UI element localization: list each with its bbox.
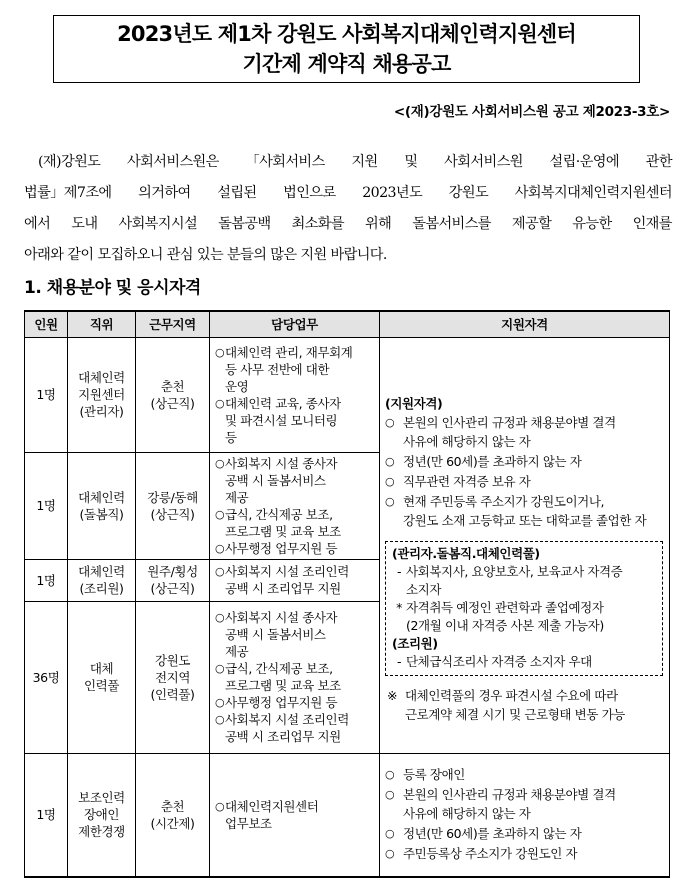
duty-text: 대체인력 관리, 재무회계 등 사무 전반에 대한 운영 [225, 344, 353, 394]
section-title: 1. 채용분야 및 응시자격 [24, 278, 201, 298]
bullet-mark: ○ [385, 416, 395, 429]
bullet-mark: ○ [215, 799, 225, 813]
item-mark: * [396, 600, 402, 615]
notice-number: <(재)강원도 사회서비스원 공고 제2023-3호> [393, 104, 670, 120]
qual-note [385, 686, 663, 724]
qual-item [385, 785, 663, 823]
intro-word: 최소화를 [291, 216, 344, 232]
note-text: 대체인력풀의 경우 파견시설 수요에 따라 근로계약 체결 시기 및 근로형태 변동 가능 [405, 688, 625, 722]
intro-word: 강원도 [448, 185, 489, 201]
duty-text: 사회복지 시설 종사자 공백 시 돌봄서비스 제공 [225, 455, 338, 505]
intro-word: 법률」제7조에 [24, 185, 112, 201]
header-position: 직위 [68, 311, 136, 337]
cell-count: 36명 [25, 601, 68, 753]
cell-duties [210, 753, 380, 877]
duty-item [215, 563, 377, 597]
bullet-mark: ○ [385, 768, 395, 782]
intro-word: 설립·운영에 [549, 154, 619, 170]
intro-word: 도내 [71, 216, 98, 232]
intro-word: 사회서비스원 [444, 154, 523, 170]
bullet-mark: ○ [215, 611, 225, 624]
duty-text: 급식, 간식제공 보조, 프로그램 및 교육 보조 [225, 506, 341, 539]
intro-word: 「사회서비스 [245, 154, 325, 170]
cell-count: 1명 [25, 753, 68, 877]
duty-text: 대체인력 교육, 종사자 및 파견시설 모니터링 등 [225, 395, 341, 445]
cell-count: 1명 [25, 337, 68, 452]
qual-text: 직무관련 자격증 보유 자 [403, 474, 531, 489]
intro-word: 돌봄공백 [218, 216, 271, 232]
qual-box-heading: (관리자.돌봄직.대체인력풀) [392, 546, 540, 561]
bullet-mark: ○ [215, 456, 225, 470]
item-mark: - [396, 654, 402, 669]
cell-duties [210, 559, 380, 601]
intro-word: 지원 [351, 154, 378, 170]
title-line-2: 기간제 계약직 채용공고 [242, 52, 451, 76]
qual-box-item [392, 653, 656, 671]
intro-word: 인재를 [632, 216, 672, 232]
qual-item [385, 844, 663, 863]
title-line-1: 2023년도 제1차 강원도 사회복지대체인력지원센터 [117, 22, 576, 46]
cell-region: 원주/횡성 (상근직) [136, 559, 210, 601]
intro-word: 돌봄서비스를 [412, 216, 491, 232]
duty-item [215, 660, 377, 694]
intro-paragraph [24, 147, 672, 271]
table-row [25, 753, 670, 877]
intro-line-1 [24, 147, 672, 178]
table-row [25, 337, 670, 452]
qual-detail-box [385, 541, 663, 676]
bullet-mark: ○ [215, 345, 225, 359]
cell-region: 춘천 (상근직) [136, 337, 210, 452]
qual-item [385, 765, 663, 784]
intro-word: 법인으로 [283, 185, 336, 201]
duty-item [215, 540, 377, 557]
duty-text: 사회복지 시설 종사자 공백 시 돌봄서비스 제공 [225, 610, 338, 659]
qual-box-item [392, 563, 656, 599]
bullet-mark: ○ [215, 662, 225, 675]
qual-item [385, 452, 663, 471]
duty-item [215, 455, 377, 506]
recruitment-table [24, 310, 670, 878]
cell-position: 대체인력 (조리원) [68, 559, 136, 601]
intro-word: 2023년도 [362, 185, 423, 201]
title-box [53, 15, 640, 83]
duty-item [215, 344, 377, 395]
cell-qualifications [380, 753, 670, 877]
qual-item [385, 413, 663, 451]
bullet-mark: ○ [215, 713, 225, 726]
duty-text: 대체인력지원센터 업무보조 [225, 798, 319, 831]
header-region: 근무지역 [136, 311, 210, 337]
qual-box-heading: (조리원) [392, 636, 438, 651]
qual-item [385, 824, 663, 843]
duty-text: 사무행정 업무지원 등 [225, 540, 338, 556]
intro-word: 유능한 [572, 216, 612, 232]
qual-text: 현재 주민등록 주소지가 강원도이거나, 강원도 소재 고등학교 또는 대학교를 졸업한 자 [403, 494, 647, 528]
intro-line-2 [24, 178, 672, 209]
qual-heading: (지원자격) [385, 396, 443, 411]
bullet-mark: ○ [215, 396, 225, 410]
qual-text: 정년(만 60세)를 초과하지 않는 자 [403, 454, 582, 469]
cell-position: 보조인력 장애인 제한경쟁 [68, 753, 136, 877]
bullet-mark: ○ [385, 495, 395, 508]
bullet-mark: ○ [215, 541, 225, 555]
qual-item [385, 472, 663, 491]
bullet-mark: ○ [385, 847, 395, 861]
intro-line-3 [24, 209, 672, 240]
intro-word: 의거하여 [138, 185, 191, 201]
intro-word: 제공할 [511, 216, 552, 232]
item-mark: - [396, 564, 402, 579]
header-count: 인원 [25, 311, 68, 337]
note-mark: ※ [387, 688, 398, 703]
cell-qualifications [380, 337, 670, 753]
duty-text: 사무행정 업무지원 등 [225, 695, 338, 710]
intro-word: 관한 [645, 154, 672, 170]
qual-text: 등록 장애인 [403, 767, 465, 783]
cell-position: 대체인력 지원센터 (관리자) [68, 337, 136, 452]
intro-line-4: 아래와 같이 모집하오니 관심 있는 분들의 많은 지원 바랍니다. [24, 247, 387, 263]
qual-text: 정년(만 60세)를 초과하지 않는 자 [403, 826, 582, 842]
qual-text: 주민등록상 주소지가 강원도인 자 [403, 846, 578, 862]
intro-word: 사회서비스원은 [127, 154, 219, 170]
cell-duties [210, 452, 380, 559]
intro-word: 위해 [365, 216, 392, 232]
bullet-mark: ○ [385, 455, 395, 468]
duty-item [215, 694, 377, 711]
cell-count: 1명 [25, 559, 68, 601]
cell-duties [210, 601, 380, 753]
duty-item [215, 506, 377, 540]
bullet-mark: ○ [215, 696, 225, 709]
header-duties: 담당업무 [210, 311, 380, 337]
qual-box-text: 사회복지사, 요양보호사, 보육교사 자격증 소지자 [406, 564, 623, 597]
cell-region: 춘천 (시간제) [136, 753, 210, 877]
bullet-mark: ○ [215, 565, 225, 578]
qual-box-text: 단체급식조리사 자격증 소지자 우대 [406, 654, 592, 669]
bullet-mark: ○ [385, 827, 395, 841]
qual-box-text: 자격취득 예정인 관련학과 졸업예정자 (2개월 이내 자격증 사본 제출 가능자) [406, 600, 604, 633]
qual-text: 본원의 인사관리 규정과 채용분야별 결격 사유에 해당하지 않는 자 [403, 787, 616, 822]
bullet-mark: ○ [215, 507, 225, 521]
intro-word: 및 [404, 154, 418, 170]
qual-text: 본원의 인사관리 규정과 채용분야별 결격 사유에 해당하지 않는 자 [403, 415, 616, 449]
cell-position: 대체인력 (돌봄직) [68, 452, 136, 559]
qual-box-item [392, 599, 656, 635]
duty-item [215, 711, 377, 745]
cell-region: 강릉/동해 (상근직) [136, 452, 210, 559]
qual-item [385, 492, 663, 530]
intro-word: 사회복지대체인력지원센터 [514, 185, 672, 201]
duty-item [215, 395, 377, 446]
duty-item [215, 609, 377, 660]
bullet-mark: ○ [385, 788, 395, 802]
intro-word: 설립된 [217, 185, 257, 201]
cell-duties [210, 337, 380, 452]
duty-text: 급식, 간식제공 보조, 프로그램 및 교육 보조 [225, 661, 341, 693]
cell-region: 강원도 전지역 (인력풀) [136, 601, 210, 753]
duty-text: 사회복지 시설 조리인력 공백 시 조리업무 지원 [225, 712, 349, 744]
intro-word: (재)강원도 [38, 154, 101, 170]
duty-item [215, 798, 377, 832]
header-qualifications: 지원자격 [380, 311, 670, 337]
intro-word: 에서 [24, 216, 51, 232]
cell-count: 1명 [25, 452, 68, 559]
duty-text: 사회복지 시설 조리인력 공백 시 조리업무 지원 [225, 564, 349, 596]
intro-word: 사회복지시설 [118, 216, 198, 232]
cell-position: 대체 인력풀 [68, 601, 136, 753]
table-header-row [25, 311, 670, 337]
bullet-mark: ○ [385, 475, 395, 488]
